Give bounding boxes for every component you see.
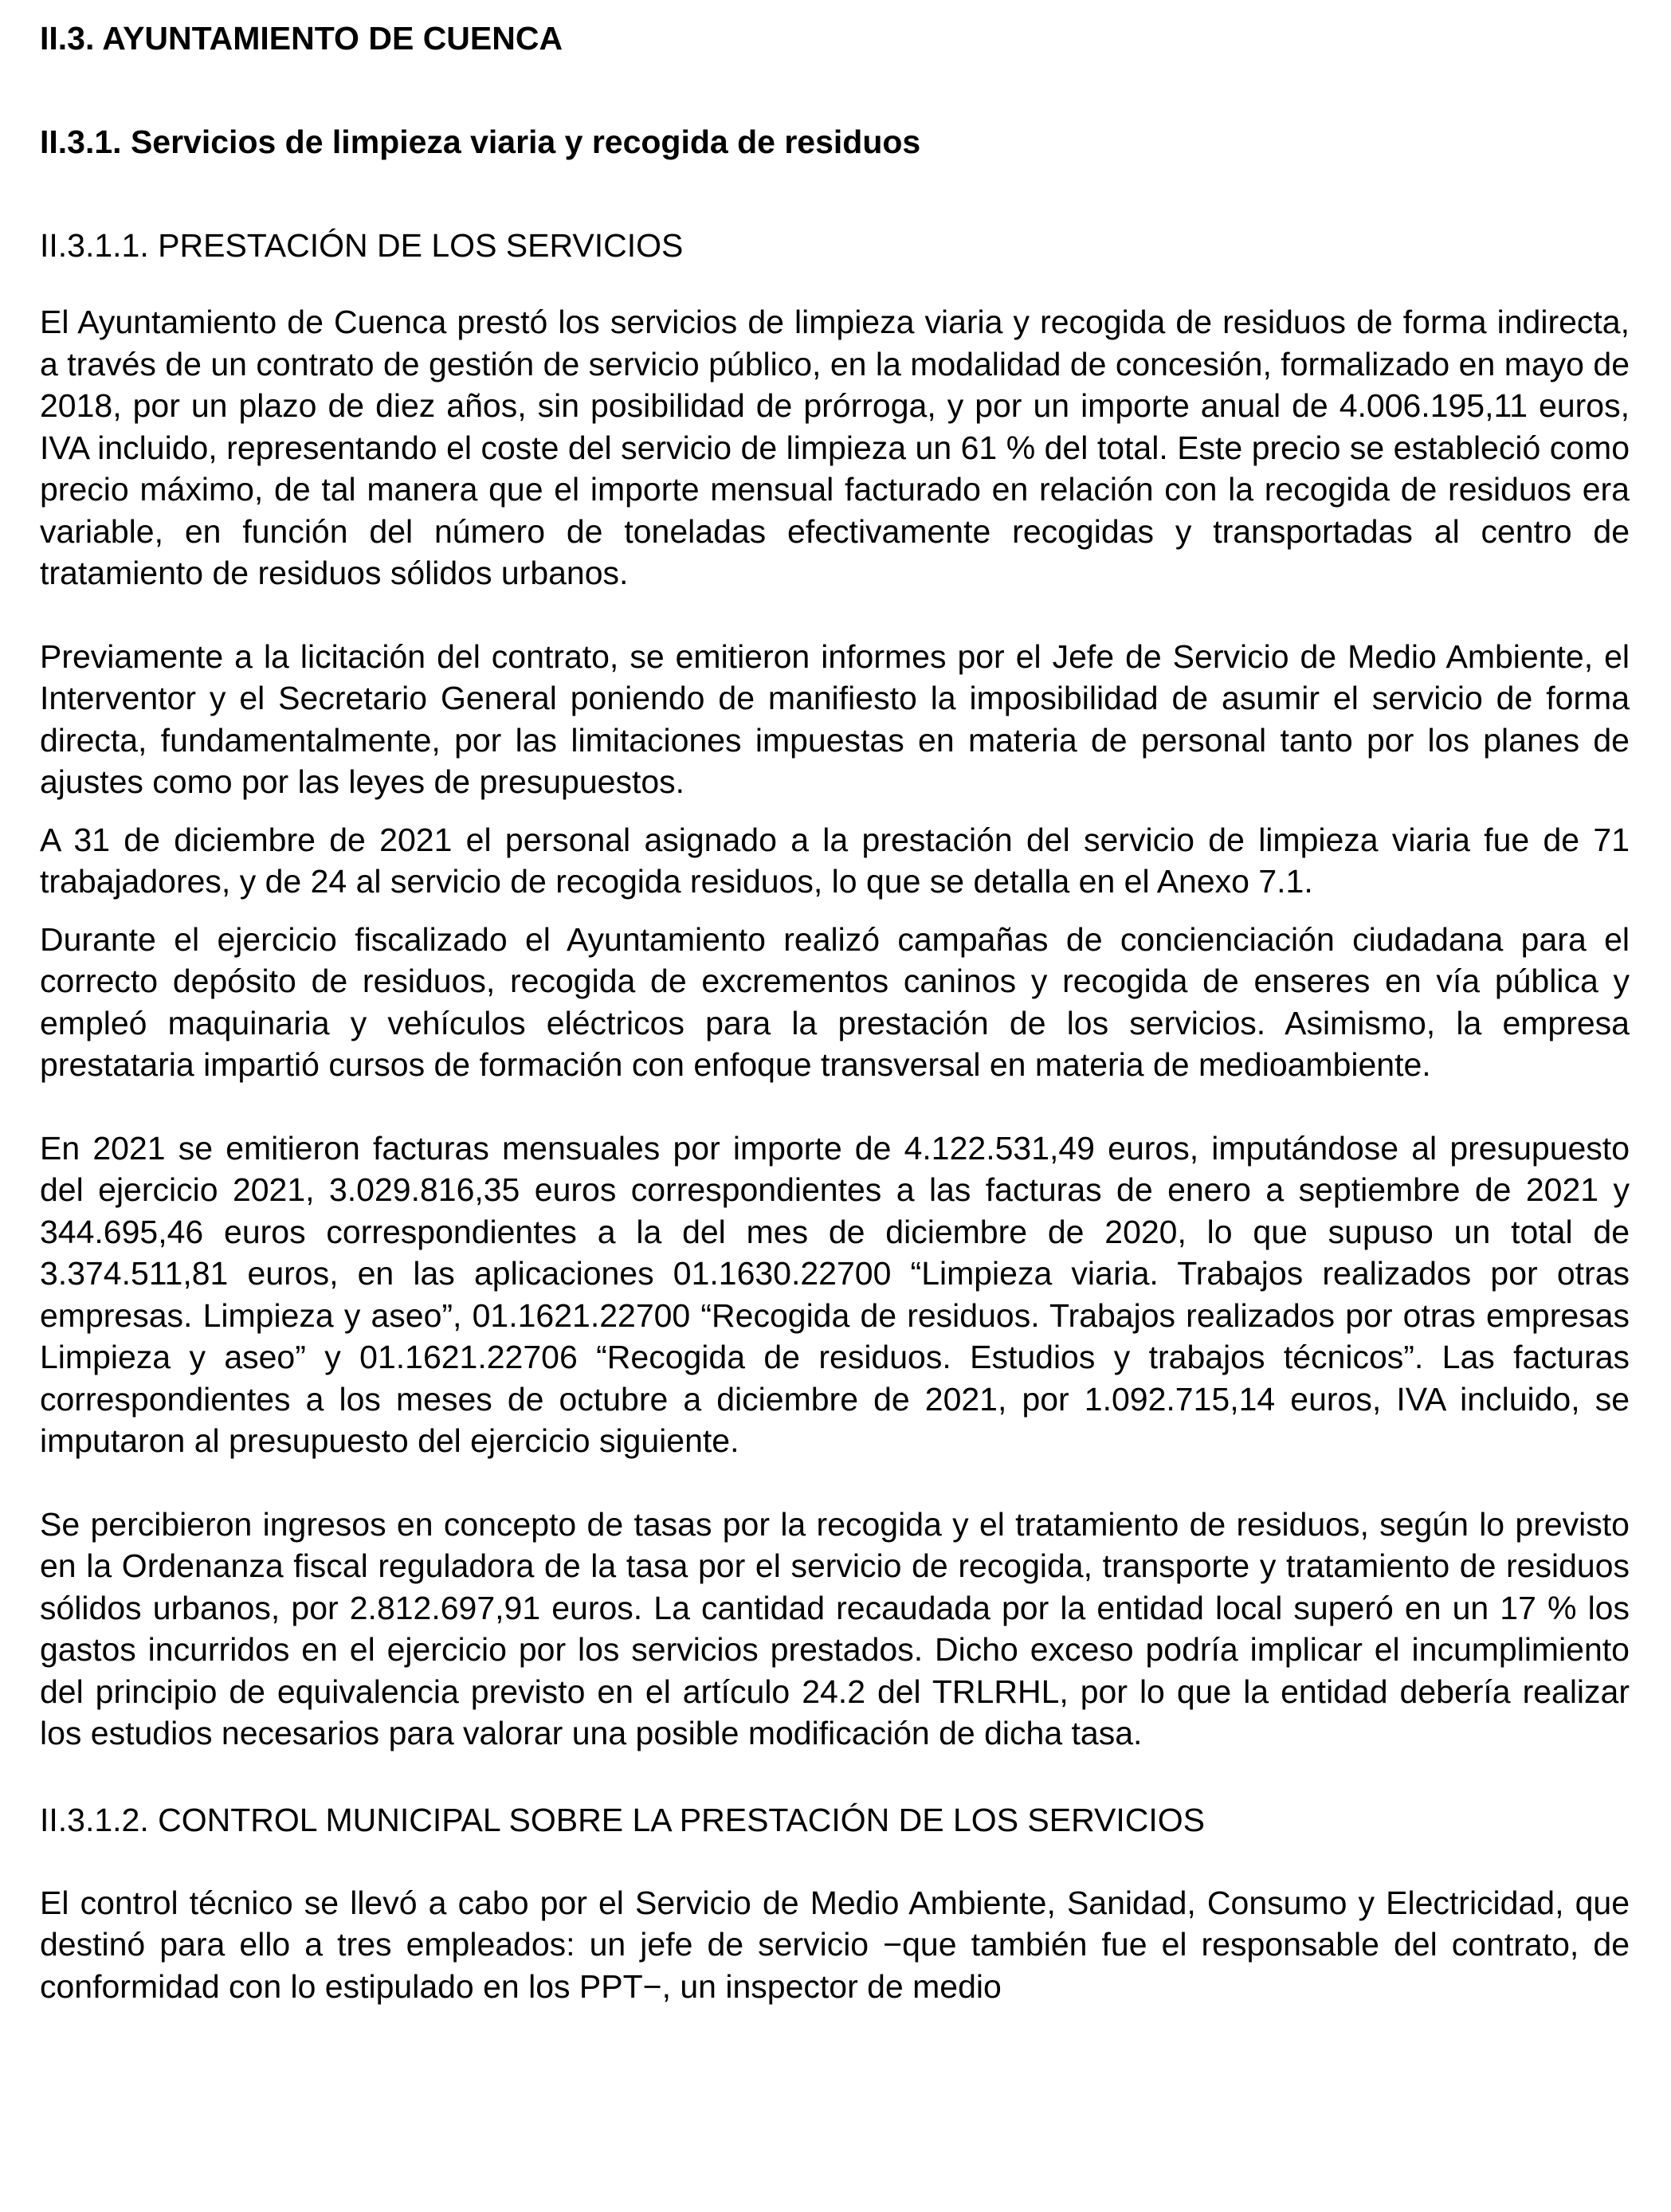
paragraph-personal: A 31 de diciembre de 2021 el personal asignado a la prestación del servicio de limpieza viaria fue de 71 trabajadores, y de 24 al servicio de recogida residuos, lo que se detalla en el Anexo 7.1. [40, 821, 1630, 900]
subsubsection-heading-control: II.3.1.2. CONTROL MUNICIPAL SOBRE LA PRESTACIÓN DE LOS SERVICIOS [40, 1801, 1205, 1838]
subsection-heading: II.3.1. Servicios de limpieza viaria y recogida de residuos [40, 124, 921, 160]
subsubsection-heading-prestacion: II.3.1.1. PRESTACIÓN DE LOS SERVICIOS [40, 227, 684, 264]
document-page [40, 14, 1630, 2007]
paragraph-contrato: El Ayuntamiento de Cuenca prestó los servicios de limpieza viaria y recogida de residuos de forma indirecta, a través de un contrato de gestión de servicio público, en la modalidad de concesión, formalizado en mayo de 2018, por un plazo de diez años, sin posibilidad de prórroga, y por un importe anual de 4.006.195,11 euros, IVA incluido, representando el coste del servicio de limpieza un 61 % del total. Este precio se estableció como precio máximo, de tal manera que el importe mensual facturado en relación con la recogida de residuos era variable, en función del número de toneladas efectivamente recogidas y transportadas al centro de tratamiento de residuos sólidos urbanos. [40, 304, 1630, 591]
paragraph-ingresos: Se percibieron ingresos en concepto de tasas por la recogida y el tratamiento de residuos, según lo previsto en la Ordenanza fiscal reguladora de la tasa por el servicio de recogida, transporte y tratamiento de residuos sólidos urbanos, por 2.812.697,91 euros. La cantidad recaudada por la entidad local superó en un 17 % los gastos incurridos en el ejercicio por los servicios prestados. Dicho exceso podría implicar el incumplimiento del principio de equivalencia previsto en el artículo 24.2 del TRLRHL, por lo que la entidad debería realizar los estudios necesarios para valorar una posible modificación de dicha tasa. [40, 1505, 1630, 1751]
paragraph-licitacion: Previamente a la licitación del contrato, se emitieron informes por el Jefe de Servicio de Medio Ambiente, el Interventor y el Secretario General poniendo de manifiesto la imposibilidad de asumir el servicio de forma directa, fundamentalmente, por las limitaciones impuestas en materia de personal tanto por los planes de ajustes como por las leyes de presupuestos. [40, 637, 1630, 800]
paragraph-control-tecnico: El control técnico se llevó a cabo por el Servicio de Medio Ambiente, Sanidad, Consumo y Electricidad, que destinó para ello a tres empleados: un jefe de servicio −que también fue el responsable del contrato, de conformidad con lo estipulado en los PPT−, un inspector de medio [40, 1884, 1630, 2005]
paragraph-facturas: En 2021 se emitieron facturas mensuales por importe de 4.122.531,49 euros, imputándose al presupuesto del ejercicio 2021, 3.029.816,35 euros correspondientes a las facturas de enero a septiembre de 2021 y 344.695,46 euros correspondientes a la del mes de diciembre de 2020, lo que supuso un total de 3.374.511,81 euros, en las aplicaciones 01.1630.22700 “Limpieza viaria. Trabajos realizados por otras empresas. Limpieza y aseo”, 01.1621.22700 “Recogida de residuos. Trabajos realizados por otras empresas Limpieza y aseo” y 01.1621.22706 “Recogida de residuos. Estudios y trabajos técnicos”. Las facturas correspondientes a los meses de octubre a diciembre de 2021, por 1.092.715,14 euros, IVA incluido, se imputaron al presupuesto del ejercicio siguiente. [40, 1129, 1630, 1459]
section-heading: II.3. AYUNTAMIENTO DE CUENCA [40, 20, 563, 57]
paragraph-campanas: Durante el ejercicio fiscalizado el Ayuntamiento realizó campañas de concienciación ciudadana para el correcto depósito de residuos, recogida de excrementos caninos y recogida de enseres en vía pública y empleó maquinaria y vehículos eléctricos para la prestación de los servicios. Asimismo, la empresa prestataria impartió cursos de formación con enfoque transversal en materia de medioambiente. [40, 920, 1630, 1083]
